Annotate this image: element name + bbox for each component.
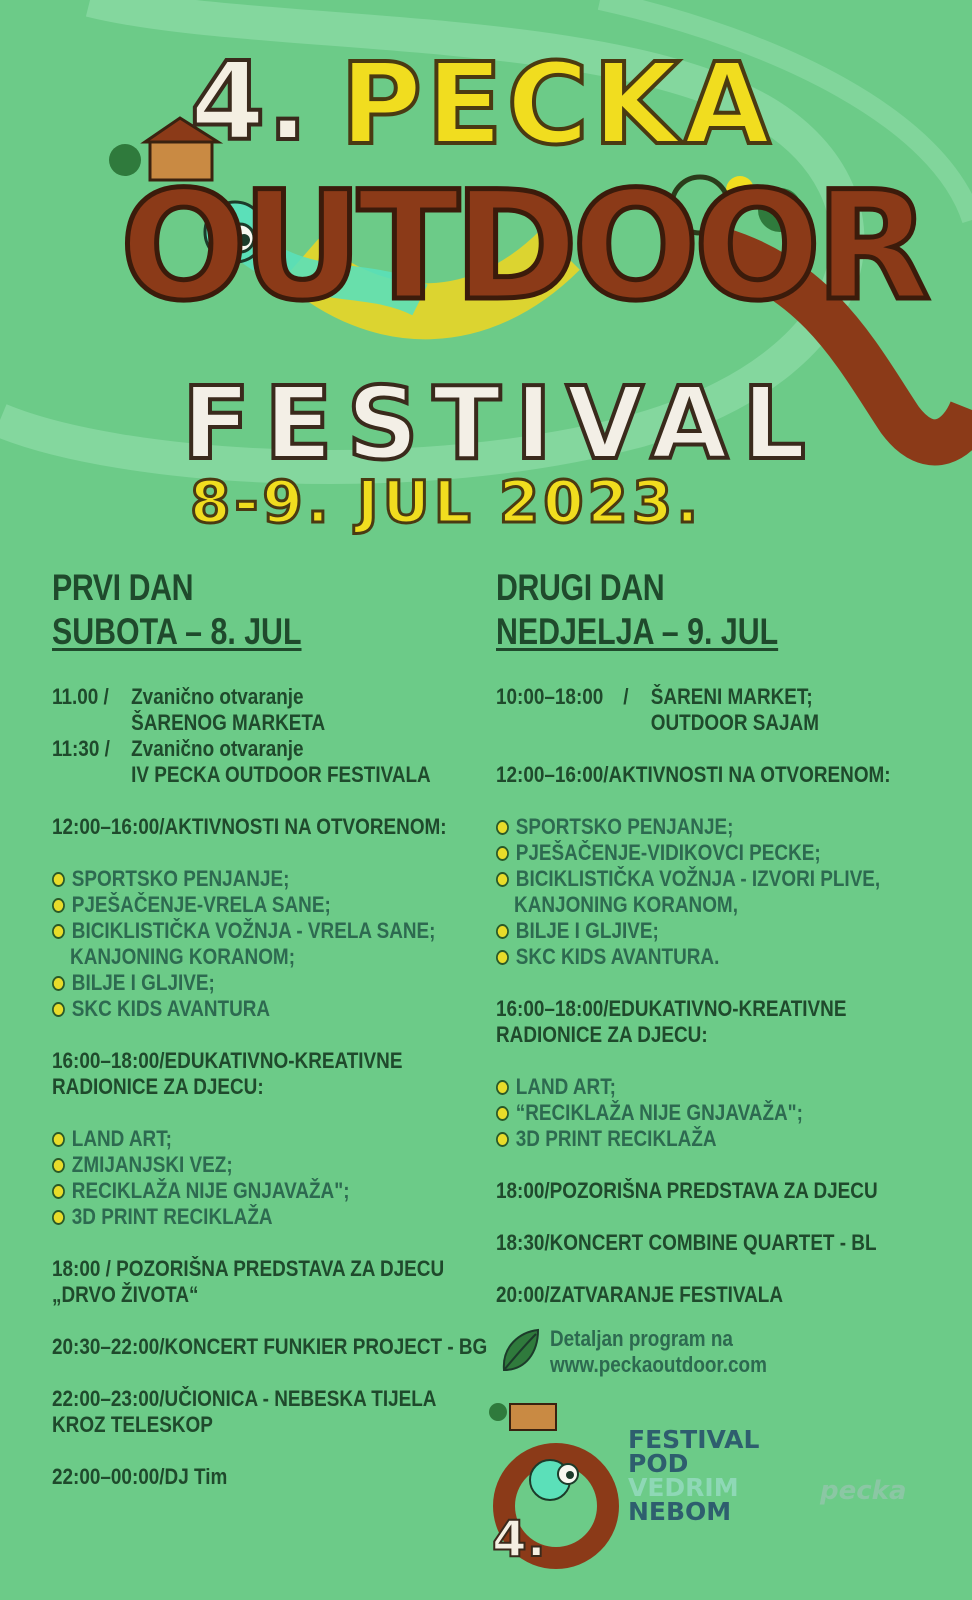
website-note — [496, 1326, 802, 1378]
bullet-icon — [52, 924, 65, 939]
bullet-icon — [496, 1132, 509, 1147]
schedule-heading: 18:00/POZORIŠNA PREDSTAVA ZA DJECU — [496, 1178, 878, 1203]
logo-line-2: POD — [628, 1449, 689, 1478]
day2-date: NEDJELJA – 9. JUL — [496, 611, 779, 652]
schedule-heading: 18:30/KONCERT COMBINE QUARTET - BL — [496, 1230, 877, 1255]
bullet-item-cont: KANJONING KORANOM; — [70, 944, 296, 969]
logo-line-1: FESTIVAL — [628, 1425, 760, 1454]
bullet-icon — [52, 1132, 65, 1147]
website-url[interactable]: www.peckaoutdoor.com — [550, 1352, 767, 1377]
title-block — [0, 0, 972, 560]
bullet-icon — [52, 1002, 65, 1017]
bullet-icon — [496, 846, 509, 861]
website-note-line1: Detaljan program na — [550, 1326, 733, 1351]
day2-name: DRUGI DAN — [496, 567, 665, 608]
bullet-item: RECIKLAŽA NIJE GNJAVAŽA"; — [52, 1178, 430, 1204]
bullet-icon — [52, 872, 65, 887]
bullet-item: SKC KIDS AVANTURA. — [496, 944, 874, 970]
leaf-icon — [496, 1326, 542, 1378]
bullet-icon — [496, 872, 509, 887]
bullet-icon — [496, 1080, 509, 1095]
bullet-icon — [52, 976, 65, 991]
bullet-item: 3D PRINT RECIKLAŽA — [496, 1126, 874, 1152]
day1-name: PRVI DAN — [52, 567, 194, 608]
title-pecka: PECKA — [340, 40, 775, 170]
title-dates: 8-9. JUL 2023. — [190, 468, 703, 536]
day1-date: SUBOTA – 8. JUL — [52, 611, 302, 652]
schedule-heading: 20:30–22:00/KONCERT FUNKIER PROJECT - BG — [52, 1334, 488, 1359]
day2-column — [496, 566, 936, 1308]
schedule-item: 11:30 / Zvanično otvaranje — [52, 736, 304, 761]
festival-pod-vedrim-nebom — [628, 1425, 760, 1526]
bullet-icon — [52, 1158, 65, 1173]
pecka-brand-logo: pecka — [820, 1476, 907, 1506]
bullet-item: SPORTSKO PENJANJE; — [52, 866, 430, 892]
schedule-heading: 22:00–00:00/DJ Tim — [52, 1464, 228, 1489]
schedule-heading: 22:00–23:00/UČIONICA - NEBESKA TIJELA — [52, 1386, 437, 1411]
bullet-item: 3D PRINT RECIKLAŽA — [52, 1204, 430, 1230]
schedule-heading: 12:00–16:00/AKTIVNOSTI NA OTVORENOM: — [496, 762, 891, 787]
bullet-item: LAND ART; — [496, 1074, 874, 1100]
bullet-icon — [52, 898, 65, 913]
schedule-item-cont: ŠARENOG MARKETA — [131, 710, 326, 735]
bullet-item: SKC KIDS AVANTURA — [52, 996, 430, 1022]
bullet-icon — [496, 924, 509, 939]
bullet-item: BILJE I GLJIVE; — [496, 918, 874, 944]
schedule-item-cont: OUTDOOR SAJAM — [650, 710, 819, 735]
bullet-icon — [496, 950, 509, 965]
title-number: 4. — [190, 40, 311, 165]
bullet-item: BILJE I GLJIVE; — [52, 970, 430, 996]
bullet-icon — [496, 1106, 509, 1121]
logo-number: 4. — [492, 1510, 546, 1568]
logo-line-3: VEDRIM — [628, 1473, 739, 1502]
schedule-heading: 20:00/ZATVARANJE FESTIVALA — [496, 1282, 783, 1307]
bullet-icon — [496, 820, 509, 835]
bullet-item: “RECIKLAŽA NIJE GNJAVAŽA"; — [496, 1100, 874, 1126]
bullet-item: SPORTSKO PENJANJE; — [496, 814, 874, 840]
schedule-heading-cont: KROZ TELESKOP — [52, 1412, 213, 1437]
bullet-icon — [52, 1210, 65, 1225]
logo-line-4: NEBOM — [628, 1497, 732, 1526]
title-outdoor: OUTDOOR — [120, 160, 925, 334]
schedule-heading: 12:00–16:00/AKTIVNOSTI NA OTVORENOM: — [52, 814, 447, 839]
schedule-heading-cont: RADIONICE ZA DJECU: — [496, 1022, 708, 1047]
bullet-item: BICIKLISTIČKA VOŽNJA - VRELA SANE; — [52, 918, 430, 944]
schedule-heading: 16:00–18:00/EDUKATIVNO-KREATIVNE — [52, 1048, 403, 1073]
schedule-item-cont: IV PECKA OUTDOOR FESTIVALA — [131, 762, 431, 787]
schedule-heading-cont: RADIONICE ZA DJECU: — [52, 1074, 264, 1099]
title-festival: FESTIVAL — [182, 365, 820, 482]
bullet-item-cont: KANJONING KORANOM, — [514, 892, 738, 917]
schedule-heading-cont: „DRVO ŽIVOTA“ — [52, 1282, 199, 1307]
bullet-item: PJEŠAČENJE-VRELA SANE; — [52, 892, 430, 918]
schedule-item: 10:00–18:00 / ŠARENI MARKET; — [496, 684, 813, 709]
bullet-icon — [52, 1184, 65, 1199]
bullet-item: BICIKLISTIČKA VOŽNJA - IZVORI PLIVE, — [496, 866, 874, 892]
schedule-heading: 16:00–18:00/EDUKATIVNO-KREATIVNE — [496, 996, 847, 1021]
schedule-item: 11.00 / Zvanično otvaranje — [52, 684, 304, 709]
bullet-item: PJEŠAČENJE-VIDIKOVCI PECKE; — [496, 840, 874, 866]
bullet-item: ZMIJANJSKI VEZ; — [52, 1152, 430, 1178]
schedule-heading: 18:00 / POZORIŠNA PREDSTAVA ZA DJECU — [52, 1256, 445, 1281]
bullet-item: LAND ART; — [52, 1126, 430, 1152]
day1-column — [52, 566, 492, 1490]
